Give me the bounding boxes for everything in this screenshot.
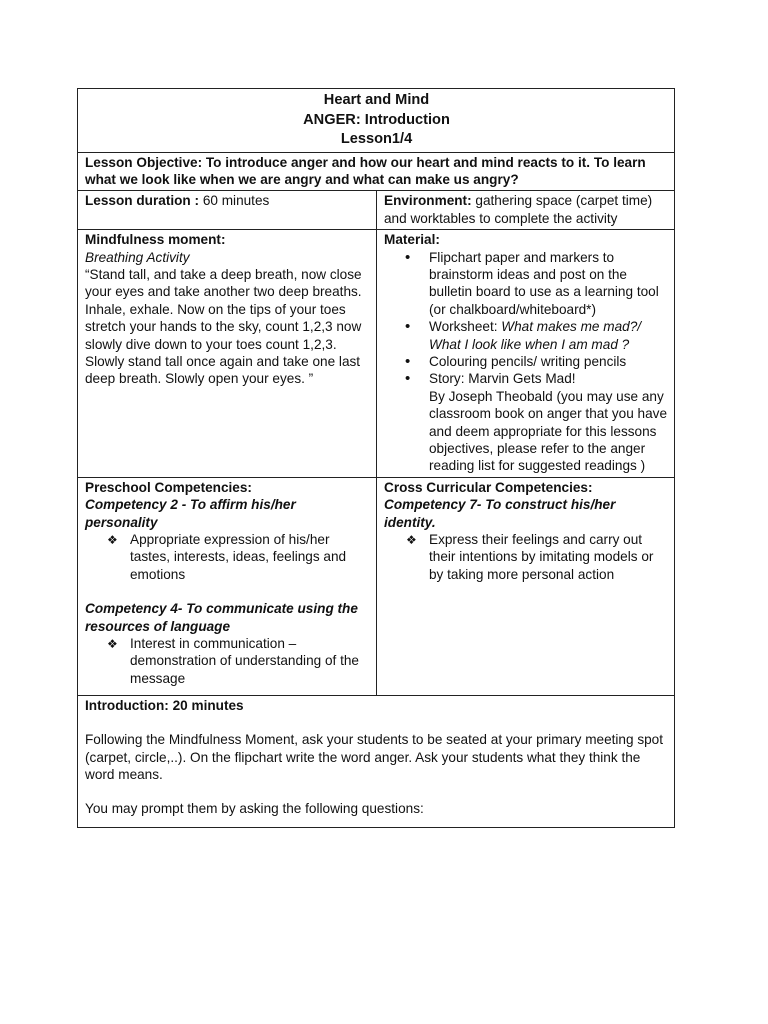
lesson-plan-table	[77, 88, 675, 828]
diamond-bullet-icon: ❖	[107, 533, 118, 548]
preschool-label: Preschool Competencies:	[85, 479, 252, 495]
duration-row	[78, 191, 675, 230]
environment-label: Environment:	[384, 193, 472, 209]
doc-subtitle: ANGER: Introduction	[303, 111, 450, 128]
material-item-2-title: What makes me mad?/ What I look like when I am mad ?	[429, 319, 642, 352]
duration-value: 60 minutes	[199, 193, 270, 209]
objective-row	[78, 152, 675, 191]
material-label: Material:	[384, 232, 440, 248]
material-item	[405, 249, 668, 319]
diamond-bullet-icon: ❖	[406, 533, 417, 548]
competency-4-item-text: Interest in communication – demonstration of understanding of the message	[130, 636, 359, 686]
competency-2-item-text: Appropriate expression of his/her tastes, interests, ideas, feelings and emotions	[130, 532, 347, 582]
competency-4-list	[85, 635, 370, 687]
material-list	[384, 249, 668, 475]
material-item-2-prefix: Worksheet:	[429, 319, 502, 335]
objective-text: Lesson Objective: To introduce anger and how our heart and mind reacts to it. To learn what we look like when we are angry and what can make us angry?	[85, 154, 646, 187]
mindfulness-cell	[78, 230, 377, 478]
mindfulness-label: Mindfulness moment:	[85, 232, 226, 248]
introduction-label: Introduction: 20 minutes	[85, 697, 244, 713]
material-item-4-text: By Joseph Theobald (you may use any classroom book on anger that you have and deem appropriate for this lessons objectives, please refer to the anger reading list for suggested readings )	[429, 388, 668, 474]
competency-7-list	[384, 531, 668, 583]
crosscurricular-label: Cross Curricular Competencies:	[384, 479, 593, 495]
header-cell	[78, 89, 675, 153]
competency-4-heading: Competency 4- To communicate using the resources of language	[85, 601, 358, 634]
diamond-bullet-icon: ❖	[107, 637, 118, 652]
duration-label: Lesson duration :	[85, 193, 200, 209]
competency-2-list	[85, 531, 370, 583]
material-item	[405, 370, 668, 474]
material-item	[405, 353, 668, 370]
doc-title: Heart and Mind	[323, 92, 430, 108]
material-item-4-title: • Story: Marvin Gets Mad!	[429, 371, 576, 387]
objective-cell	[78, 152, 675, 191]
competencies-row	[78, 477, 675, 695]
material-item-1: Flipchart paper and markers to brainstorm ideas and post on the bulletin board to use as a learning tool (or chalkboard/whiteboard*)	[429, 249, 659, 317]
material-cell	[377, 230, 675, 478]
competency-item	[107, 531, 370, 583]
environment-cell	[377, 191, 675, 230]
preschool-cell	[78, 477, 377, 695]
mindfulness-material-row	[78, 230, 675, 478]
competency-2-heading: Competency 2 - To affirm his/her personality	[85, 497, 296, 530]
crosscurricular-cell	[377, 477, 675, 695]
material-item-3: Colouring pencils/ writing pencils	[429, 353, 627, 369]
mindfulness-text: “Stand tall, and take a deep breath, now close your eyes and take another two deep breaths. Inhale, exhale. Now on the tips of your toes stretch your hands to the sky, count 1,2,3 now slowly dive down to your toes count 1,2,3. Slowly stand tall once again and take one last deep breath. Slowly open your eyes. ”	[85, 266, 362, 387]
introduction-para-1: Following the Mindfulness Moment, ask your students to be seated at your primary meeting spot (carpet, circle,..). On the flipchart write the word anger. Ask your students what they think the word means.	[85, 732, 664, 783]
competency-7-item-text: Express their feelings and carry out their intentions by imitating models or by taking more personal action	[429, 532, 654, 582]
competency-item	[406, 531, 668, 583]
material-item	[405, 318, 668, 353]
introduction-para-2: You may prompt them by asking the following questions:	[85, 801, 424, 817]
header-row	[78, 89, 675, 153]
competency-7-heading: Competency 7- To construct his/her identity.	[384, 497, 616, 530]
lesson-number: Lesson1/4	[340, 131, 413, 147]
introduction-row	[78, 695, 675, 827]
introduction-cell	[78, 695, 675, 827]
duration-cell	[78, 191, 377, 230]
competency-item	[107, 635, 370, 687]
mindfulness-activity: Breathing Activity	[85, 249, 190, 265]
environment-value: gathering space (carpet time) and worktables to complete the activity	[384, 193, 653, 226]
